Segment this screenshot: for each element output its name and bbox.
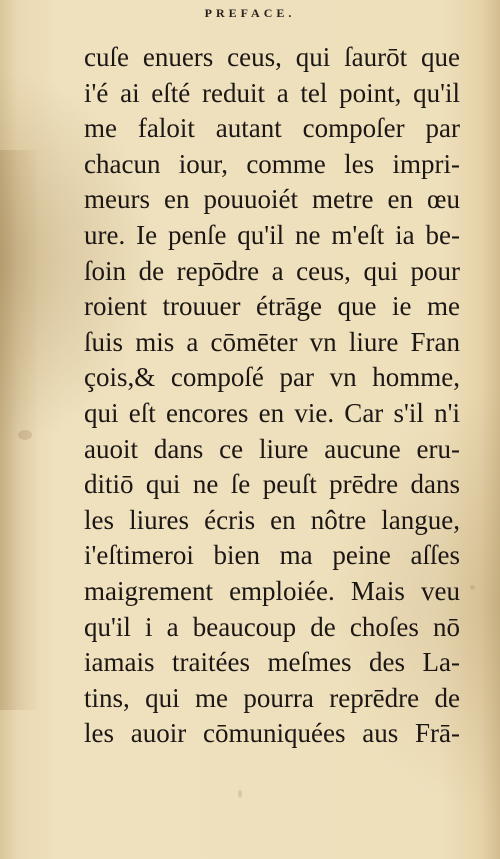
running-title: PREFACE. [204,6,296,20]
text-line: qui eſt encores en vie. Car s'il n'i [84,397,460,428]
text-line: auoit dans ce liure aucune eru- [84,433,460,464]
text-line: chacun iour, comme les impri- [84,148,460,179]
text-line: meurs en pouuoiét metre en œu [84,184,460,215]
text-line: ſoin de repōdre a ceus, qui pour [84,255,460,286]
text-line: cuſe enuers ceus, qui ſaurōt que [84,42,460,72]
foxing-spot [470,585,475,590]
text-line: çois,& compoſé par vn homme, [84,362,460,393]
text-line: me faloit autant compoſer par [84,113,460,144]
text-line: tins, qui me pourra reprēdre de [84,682,460,713]
foxing-spot [238,790,242,798]
text-line: ditiō qui ne ſe peuſt prēdre dans [84,469,460,500]
text-line: les liures écris en nôtre langue, [84,504,460,535]
text-line: ſuis mis a cōmēter vn liure Fran [84,326,460,357]
text-line: qu'il i a beaucoup de choſes nō [84,611,460,642]
text-line: maigrement emploiée. Mais veu [84,575,460,606]
foxing-spot [18,430,32,440]
text-line: i'é ai eſté reduit a tel point, qu'il [84,77,460,108]
text-line: i'eſtimeroi bien ma peine aſſes [84,540,460,571]
text-line: iamais traitées meſmes des La- [84,647,460,678]
text-line: roient trouuer étrāge que ie me [84,291,460,322]
text-line: ure. Ie penſe qu'il ne m'eſt ia be- [84,219,460,250]
body-text [84,40,460,752]
text-line: les auoir cōmuniquées aus Frā- [84,718,460,749]
